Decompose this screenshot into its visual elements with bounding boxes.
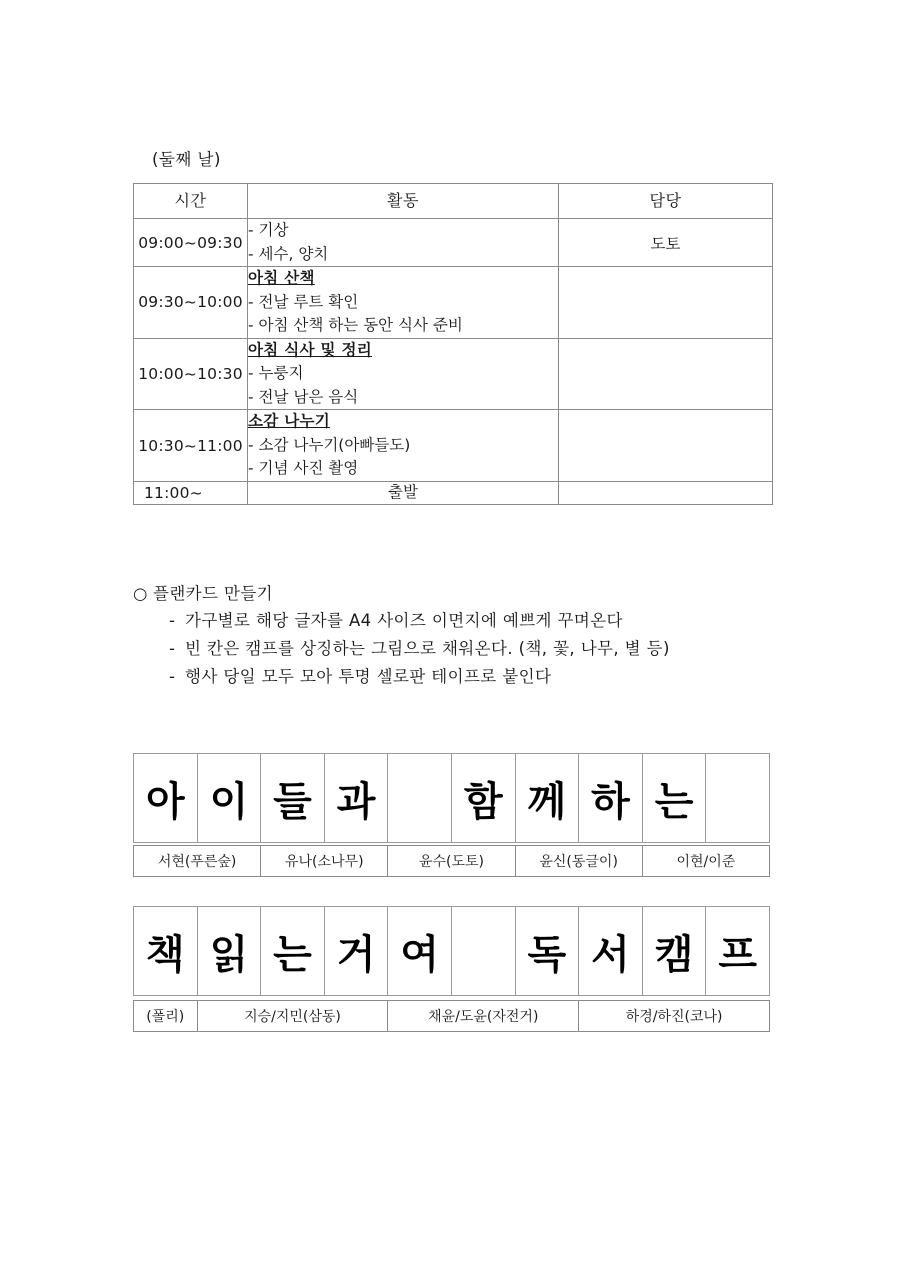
activity-title: 소감 나누기 — [248, 412, 331, 431]
name-cell: 서현(푸른숲) — [134, 846, 261, 877]
name-row — [134, 1001, 770, 1032]
schedule-body — [134, 219, 773, 505]
day-heading: (둘째 날) — [152, 150, 221, 169]
banner-cell-empty — [706, 754, 770, 843]
name-cell: (폴리) — [134, 1001, 198, 1032]
activity-line: - 세수, 양치 — [248, 244, 329, 263]
circle-bullet-icon: ○ — [133, 584, 148, 603]
name-row — [134, 846, 770, 877]
schedule-table — [133, 183, 773, 505]
banner-cell: 함 — [451, 754, 515, 843]
table-header-row — [134, 184, 773, 219]
banner-cell: 캠 — [642, 907, 706, 996]
cell-activity — [248, 482, 559, 505]
name-labels-row-2 — [133, 1000, 770, 1032]
cell-activity — [248, 410, 559, 482]
list-item-label: 가구별로 해당 글자를 A4 사이즈 이면지에 예쁘게 꾸며온다 — [185, 610, 623, 630]
banner-cell: 께 — [515, 754, 579, 843]
activity-line: - 기념 사진 촬영 — [248, 459, 359, 478]
banner-row — [134, 754, 770, 843]
list-item-label: 빈 칸은 캠프를 상징하는 그림으로 채워온다. (책, 꽃, 나무, 별 등) — [185, 638, 670, 658]
banner-cell: 읽 — [197, 907, 261, 996]
cell-time: 09:30~10:00 — [134, 267, 248, 339]
cell-person — [559, 338, 773, 410]
name-labels-row-1 — [133, 845, 770, 877]
activity-title: 아침 식사 및 정리 — [248, 340, 373, 359]
placard-heading-label: 플랜카드 만들기 — [153, 584, 274, 603]
banner-grid-row-1 — [133, 753, 770, 843]
name-cell: 이현/이준 — [642, 846, 769, 877]
banner-cell: 거 — [324, 907, 388, 996]
banner-cell: 독 — [515, 907, 579, 996]
placard-heading — [133, 581, 833, 607]
banner-cell: 아 — [134, 754, 198, 843]
cell-person: 도토 — [559, 219, 773, 267]
banner-cell: 프 — [706, 907, 770, 996]
activity-line: - 전날 남은 음식 — [248, 387, 359, 406]
banner-cell: 는 — [261, 907, 325, 996]
cell-time: 10:30~11:00 — [134, 410, 248, 482]
list-item — [133, 663, 833, 691]
cell-time: 09:00~09:30 — [134, 219, 248, 267]
placard-section — [133, 581, 833, 692]
header-time: 시간 — [134, 184, 248, 219]
cell-time: 11:00~ — [134, 482, 248, 505]
name-cell: 하경/하진(코나) — [579, 1001, 770, 1032]
header-person: 담당 — [559, 184, 773, 219]
banner-cell-empty — [388, 754, 452, 843]
name-cell: 지승/지민(삼동) — [197, 1001, 388, 1032]
banner-cell: 는 — [642, 754, 706, 843]
banner-cell: 과 — [324, 754, 388, 843]
table-row — [134, 482, 773, 505]
dash-bullet-icon: - — [169, 610, 176, 630]
table-row — [134, 219, 773, 267]
banner-cell: 하 — [579, 754, 643, 843]
list-item — [133, 635, 833, 663]
cell-person — [559, 410, 773, 482]
activity-line: - 소감 나누기(아빠들도) — [248, 435, 411, 454]
cell-activity — [248, 219, 559, 267]
banner-grid-row-2 — [133, 906, 770, 996]
banner-cell: 여 — [388, 907, 452, 996]
activity-line: - 기상 — [248, 221, 289, 239]
list-item-label: 행사 당일 모두 모아 투명 셀로판 테이프로 붙인다 — [185, 667, 552, 687]
cell-activity — [248, 338, 559, 410]
banner-cell: 책 — [134, 907, 198, 996]
banner-cell-empty — [451, 907, 515, 996]
name-cell: 윤수(도토) — [388, 846, 515, 877]
activity-line: - 아침 산책 하는 동안 식사 준비 — [248, 316, 463, 335]
banner-row — [134, 907, 770, 996]
name-cell: 채윤/도윤(자전거) — [388, 1001, 579, 1032]
cell-activity — [248, 267, 559, 339]
banner-cell: 이 — [197, 754, 261, 843]
list-item — [133, 607, 833, 635]
name-cell: 윤신(동글이) — [515, 846, 642, 877]
dash-bullet-icon: - — [169, 638, 176, 658]
table-row — [134, 410, 773, 482]
name-cell: 유나(소나무) — [261, 846, 388, 877]
cell-person — [559, 482, 773, 505]
banner-cell: 들 — [261, 754, 325, 843]
table-row — [134, 338, 773, 410]
activity-line: - 누룽지 — [248, 364, 304, 383]
table-row — [134, 267, 773, 339]
schedule-header — [134, 184, 773, 219]
activity-title: 아침 산책 — [248, 269, 315, 288]
dash-bullet-icon: - — [169, 667, 176, 687]
cell-person — [559, 267, 773, 339]
activity-line: 출발 — [388, 483, 418, 502]
banner-cell: 서 — [579, 907, 643, 996]
activity-line: - 전날 루트 확인 — [248, 292, 359, 311]
header-activity: 활동 — [248, 184, 559, 219]
cell-time: 10:00~10:30 — [134, 338, 248, 410]
